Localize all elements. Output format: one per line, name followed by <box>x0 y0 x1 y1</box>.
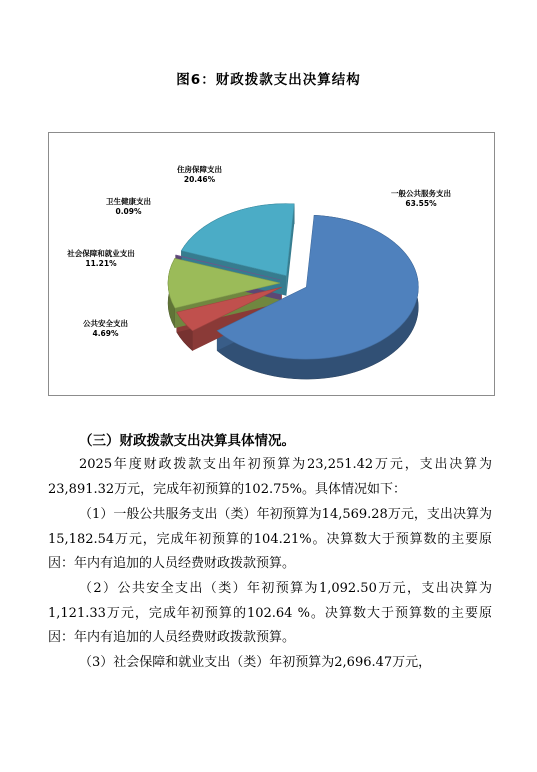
slice-label-housing-security <box>177 165 222 185</box>
slice-label-public-safety <box>83 319 128 339</box>
slice-value: 11.21% <box>85 259 117 268</box>
paragraph-item-2: （2）公共安全支出（类）年初预算为1,092.50万元，支出决算为1,121.33万元，完成年初预算的102.64 %。决算数大于预算数的主要原因：年内有追加的人员经费财政拨款预算。 <box>48 581 492 646</box>
slice-value: 20.46% <box>183 175 216 184</box>
slice-name: 一般公共服务支出 <box>391 189 451 198</box>
slice-name: 社会保障和就业支出 <box>67 249 135 258</box>
slice-label-general-public-services <box>391 189 451 209</box>
section-title: （三）财政拨款支出决算具体情况。 <box>79 433 295 449</box>
pie-chart <box>48 132 495 396</box>
paragraph-item-3: （3）社会保障和就业支出（类）年初预算为2,696.47万元， <box>79 655 432 670</box>
slice-value: 63.55% <box>405 199 437 208</box>
slice-label-health <box>106 197 151 217</box>
paragraph-summary: 2025年度财政拨款支出年初预算为23,251.42万元，支出决算为23,891.32万元，完成年初预算的102.75%。具体情况如下： <box>48 457 492 497</box>
figure-title: 图6：财政拨款支出决算结构 <box>176 72 361 88</box>
slice-name: 住房保障支出 <box>177 165 222 174</box>
slice-value: 0.09% <box>115 207 142 216</box>
slice-label-social-security <box>59 249 143 269</box>
paragraph-item-1: （1）一般公共服务支出（类）年初预算为14,569.28万元，支出决算为15,182.54万元，完成年初预算的104.21%。决算数大于预算数的主要原因：年内有追加的人员经费财政拨款预算。 <box>48 507 492 572</box>
slice-name: 卫生健康支出 <box>106 197 151 206</box>
slice-name: 公共安全支出 <box>83 319 128 328</box>
slice-value: 4.69% <box>92 329 119 338</box>
